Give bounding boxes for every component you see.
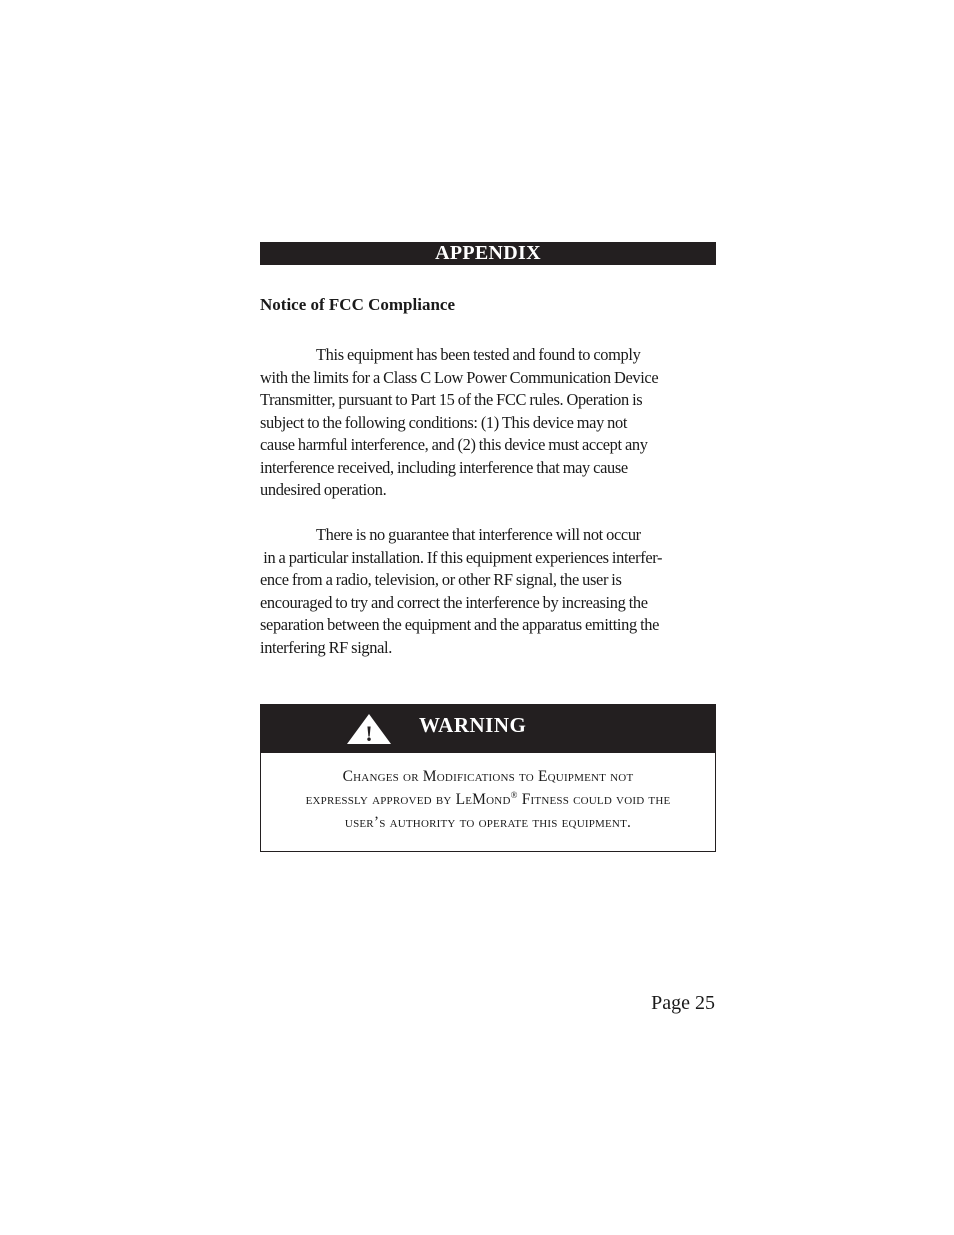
section-title-bar	[260, 242, 716, 265]
fcc-paragraph-2	[260, 524, 716, 659]
fcc-paragraph-1	[260, 344, 716, 502]
warning-line: Changes or Modifications to Equipment not	[342, 768, 634, 785]
warning-line	[261, 788, 715, 811]
paragraph-line: encouraged to try and correct the interference by increasing the	[260, 592, 648, 612]
warning-line-part: expressly approved by LeMond	[305, 791, 511, 808]
paragraph-line: with the limits for a Class C Low Power Communication Device	[260, 367, 659, 387]
warning-line-part: Fitness could void the	[517, 791, 671, 808]
paragraph-line: interfering RF signal.	[260, 637, 392, 657]
paragraph-line: There is no guarantee that interference will not occur	[316, 525, 641, 544]
paragraph-line: ence from a radio, television, or other RF signal, the user is	[260, 570, 622, 589]
section-title: APPENDIX	[435, 242, 541, 264]
paragraph-line: This equipment has been tested and found to comply	[316, 345, 641, 364]
paragraph-line: in a particular installation. If this equipment experiences interfer-	[260, 547, 663, 567]
registered-mark: ®	[510, 789, 518, 800]
page-number: Page 25	[651, 992, 715, 1014]
warning-box	[260, 704, 716, 852]
warning-exclamation: !	[365, 721, 373, 745]
warning-line: user’s authority to operate this equipment.	[344, 814, 632, 831]
paragraph-line: subject to the following conditions: (1) This device may not	[260, 412, 628, 432]
paragraph-line: interference received, including interference that may cause	[260, 457, 628, 477]
paragraph-line: cause harmful interference, and (2) this device must accept any	[260, 435, 648, 454]
warning-triangle-icon	[346, 713, 392, 745]
warning-title: WARNING	[419, 713, 527, 737]
notice-heading: Notice of FCC Compliance	[260, 295, 455, 314]
paragraph-line: separation between the equipment and the apparatus emitting the	[260, 615, 660, 634]
warning-message	[261, 765, 715, 834]
paragraph-line: Transmitter, pursuant to Part 15 of the FCC rules. Operation is	[260, 390, 643, 409]
paragraph-line: undesired operation.	[260, 480, 387, 499]
warning-header	[261, 705, 715, 753]
